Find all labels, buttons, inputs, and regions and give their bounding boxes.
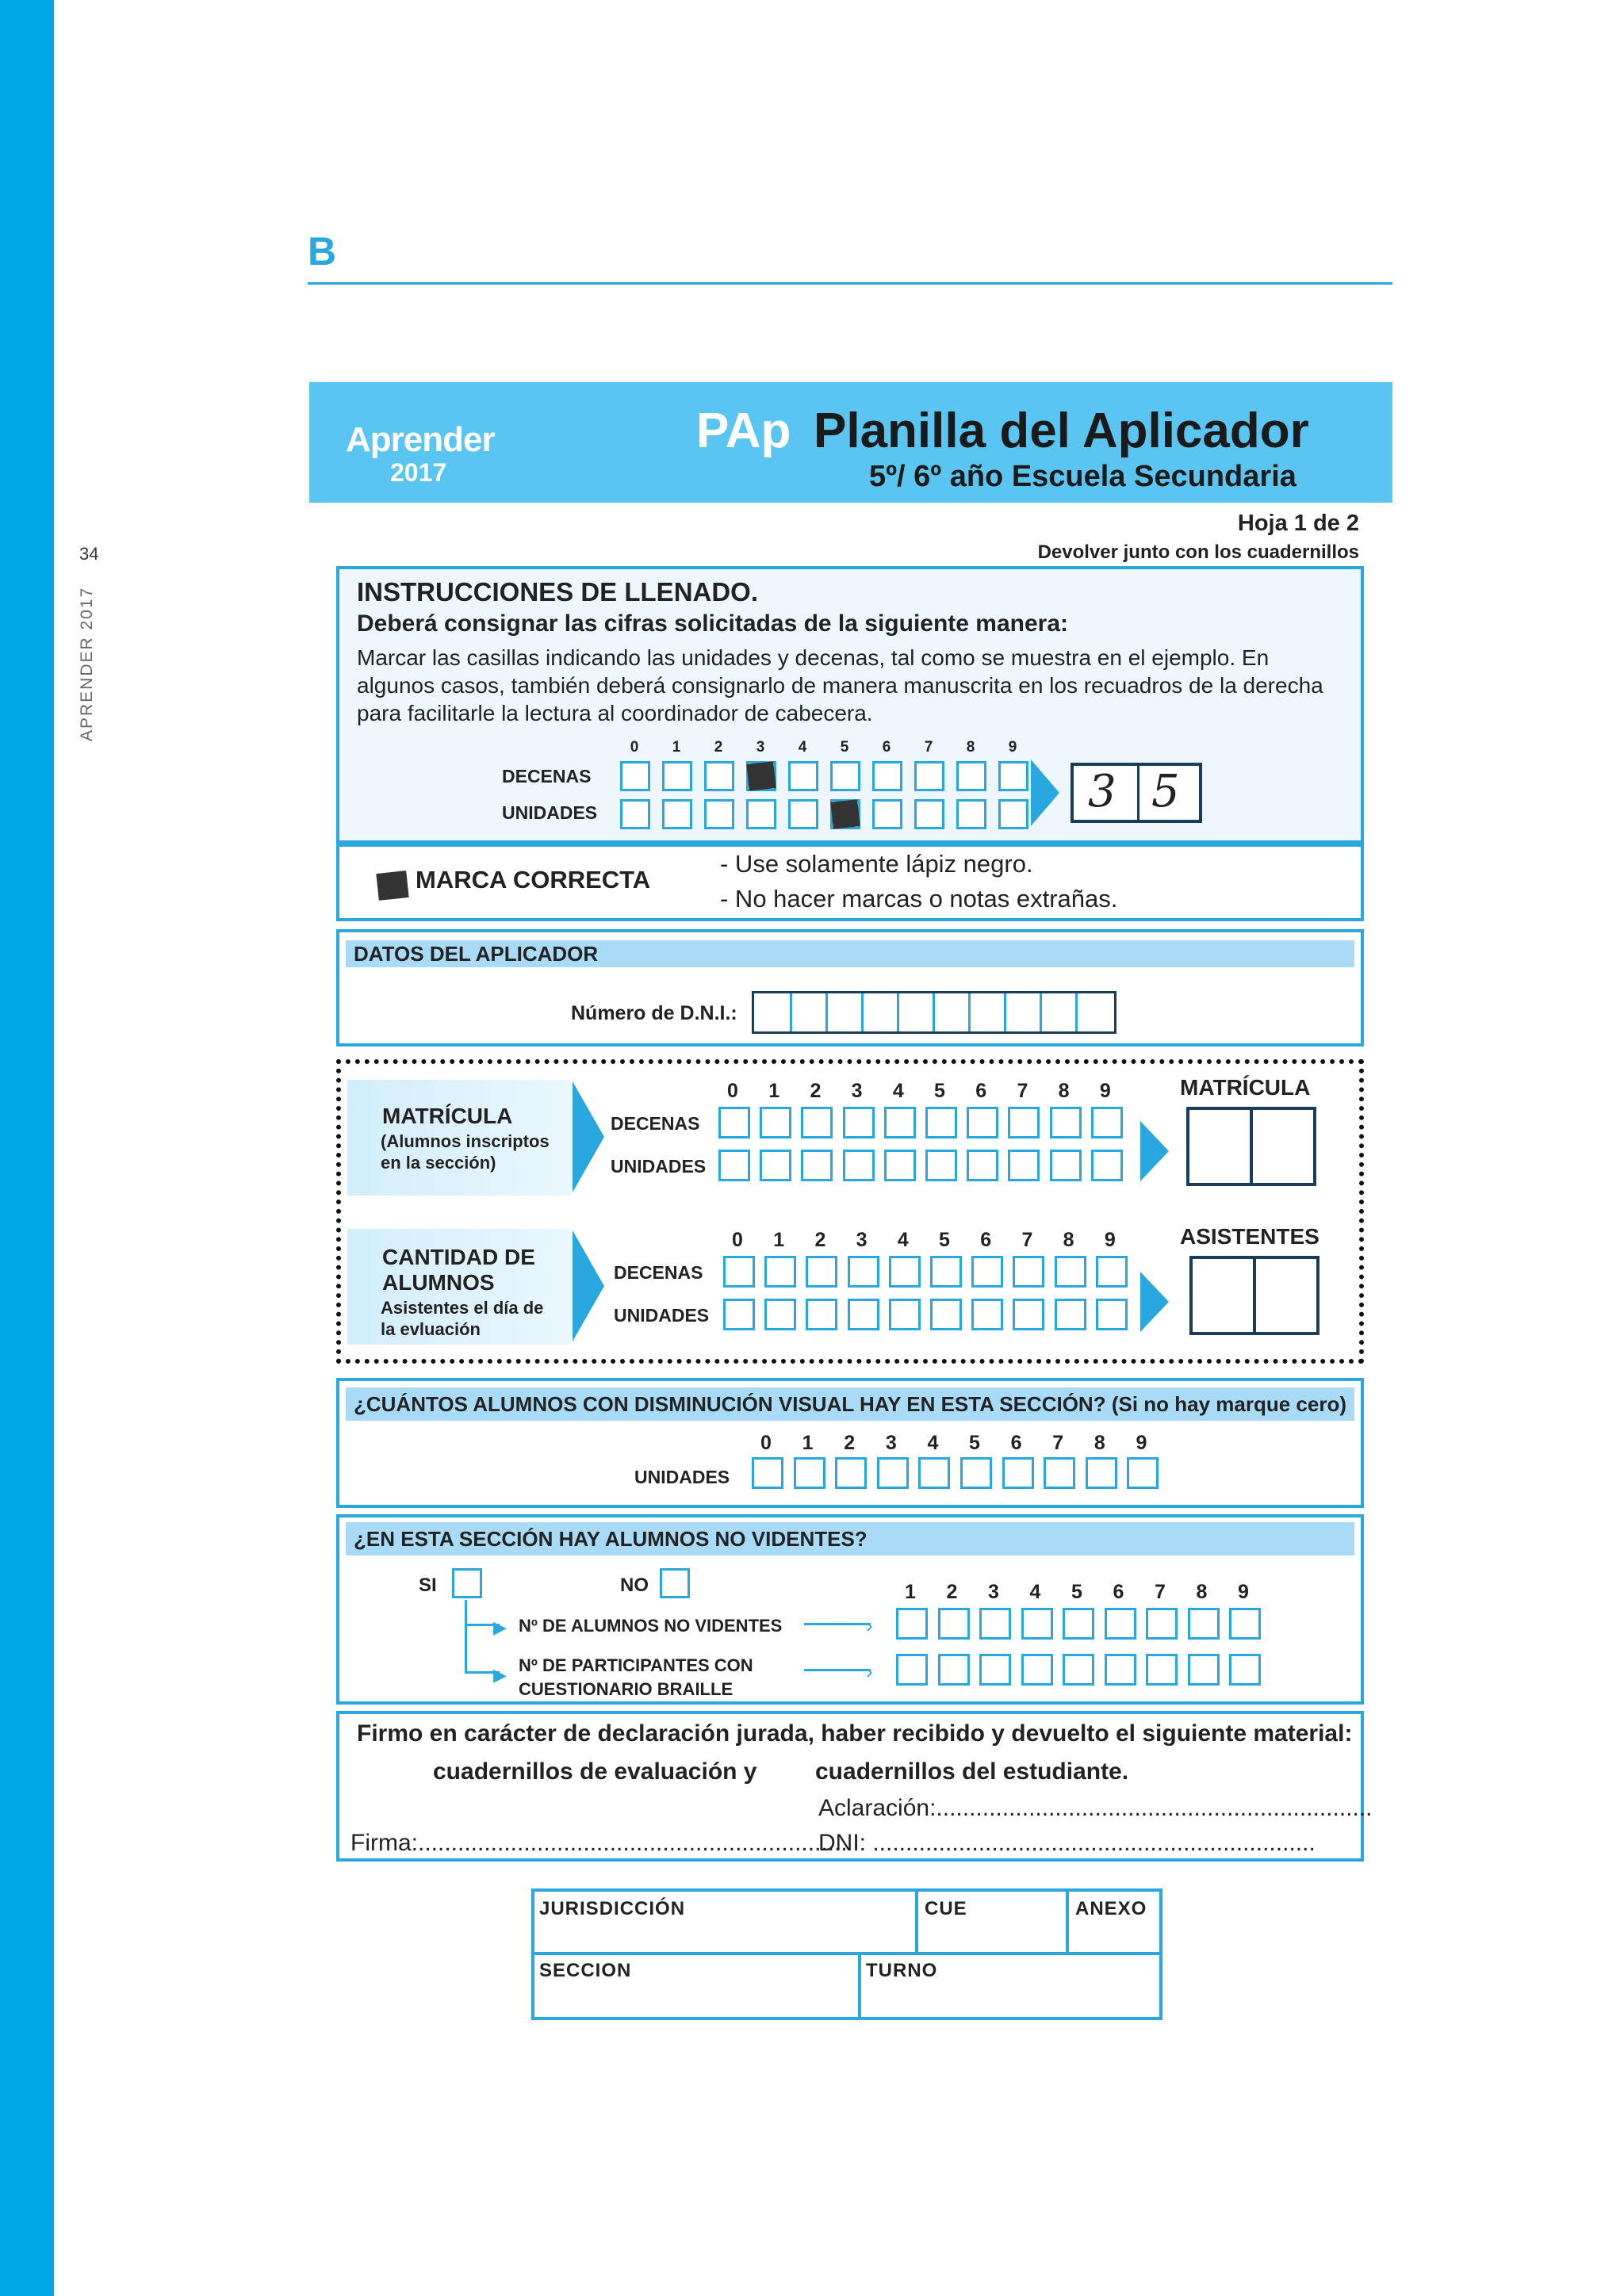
booklets-student-text: cuadernillos del estudiante. [815, 1758, 1129, 1785]
dni-cell-divider [933, 993, 935, 1031]
school-data-table [531, 1888, 1162, 2020]
example-unidades-box [872, 799, 902, 829]
cantidad-decenas-box[interactable] [930, 1256, 962, 1288]
example-decenas-box [662, 761, 692, 791]
example-mark [746, 761, 776, 790]
cantidad-unidades-box[interactable] [1013, 1299, 1044, 1330]
example-unidades-box [914, 799, 944, 829]
blind-heading: ¿EN ESTA SECCIÓN HAY ALUMNOS NO VIDENTES? [346, 1522, 1354, 1556]
asistentes-right-label: ASISTENTES [1180, 1224, 1320, 1249]
matricula-digit-label: 4 [892, 1080, 904, 1102]
matricula-digit-label: 0 [727, 1080, 738, 1102]
asistentes-write-box[interactable] [1189, 1256, 1320, 1335]
dni-line[interactable]: DNI: ................................................................... [818, 1830, 1316, 1856]
example-decenas-box [704, 761, 734, 791]
row2-arrow-line [804, 1669, 871, 1671]
declaration-text: Firmo en carácter de declaración jurada, haber recibido y devuelto el siguiente material: [357, 1720, 1353, 1747]
example-decenas-box [914, 761, 944, 791]
example-digit-label: 3 [756, 739, 765, 756]
visual-digit-label: 2 [844, 1432, 856, 1454]
brand-year: 2017 [390, 458, 447, 487]
example-digit-label: 4 [798, 739, 807, 756]
row1-arrow-head: › [866, 1613, 873, 1637]
matricula-decenas-box[interactable] [801, 1107, 833, 1138]
form-title: Planilla del Aplicador [814, 404, 1309, 458]
cantidad-unidades-box[interactable] [806, 1299, 837, 1330]
no-checkbox[interactable] [660, 1568, 690, 1598]
branch-arrow-2: ▶ [493, 1665, 507, 1685]
matricula-desc: (Alumnos inscriptos en la sección) [381, 1131, 550, 1173]
dni-cell-divider [825, 993, 828, 1031]
example-unidades-box [662, 799, 692, 829]
matricula-unidades-box[interactable] [718, 1150, 750, 1181]
matricula-unidades-box[interactable] [1008, 1150, 1040, 1181]
handwritten-units: 5 [1151, 766, 1180, 817]
braille-count-box[interactable] [1188, 1654, 1220, 1686]
visual-digit-label: 1 [802, 1432, 814, 1454]
cantidad-arrow [573, 1230, 604, 1341]
matricula-digit-label: 8 [1058, 1080, 1070, 1102]
matricula-unidades-box[interactable] [801, 1150, 833, 1181]
handwritten-tens: 3 [1088, 766, 1116, 817]
matricula-unidades-box[interactable] [884, 1150, 916, 1181]
dni-cell-divider [968, 993, 971, 1031]
form-code: PAp [696, 404, 791, 458]
blind-digit-label: 9 [1238, 1581, 1249, 1603]
brand-logo: Aprender [346, 420, 495, 459]
visual-decenas-box[interactable] [1044, 1457, 1075, 1489]
enrollment-section [336, 1059, 1364, 1364]
dni-label: Número de D.N.I.: [571, 1002, 737, 1024]
matricula-decenas-box[interactable] [843, 1107, 875, 1138]
cantidad-title: CANTIDAD DE ALUMNOS [382, 1245, 535, 1295]
matricula-decenas-box[interactable] [1008, 1107, 1040, 1138]
cantidad-unidades-box[interactable] [1055, 1299, 1086, 1330]
page-number: 34 [79, 544, 99, 564]
blind-digit-label: 4 [1029, 1581, 1041, 1603]
blind-digit-label: 2 [946, 1581, 958, 1603]
no-label: NO [620, 1575, 649, 1596]
matricula-unidades-box[interactable] [967, 1150, 998, 1181]
title-banner [309, 382, 1392, 503]
cue-cell[interactable]: CUE [925, 1898, 967, 1919]
cantidad-digit-label: 7 [1021, 1229, 1033, 1251]
anexo-cell[interactable]: ANEXO [1075, 1898, 1147, 1919]
blind-count-label: Nº DE ALUMNOS NO VIDENTES [519, 1616, 783, 1636]
matricula-decenas-box[interactable] [925, 1107, 957, 1138]
instructions-text: Marcar las casillas indicando las unidades y decenas, tal como se muestra en el ejemplo. En algunos casos, también deberá consignarlo de manera manuscrita en los recuadros de la derecha para facilitarle la lectura al coordinador de cabecera. [357, 645, 1323, 725]
visual-digit-label: 0 [760, 1432, 772, 1454]
example-unidades-label: UNIDADES [502, 802, 598, 823]
sheet-number: Hoja 1 de 2 [1237, 511, 1359, 536]
visual-digit-label: 4 [927, 1432, 939, 1454]
instructions-subheading: Deberá consignar las cifras solicitadas de la siguiente manera: [357, 610, 1069, 637]
cantidad-decenas-box[interactable] [806, 1256, 837, 1288]
cantidad-decenas-box[interactable] [848, 1256, 879, 1288]
dni-cell-divider [790, 993, 792, 1031]
cantidad-unidades-box[interactable] [889, 1299, 921, 1330]
matricula-right-arrow [1140, 1121, 1169, 1181]
blind-count-box[interactable] [1063, 1608, 1094, 1640]
visual-digit-label: 9 [1136, 1432, 1147, 1454]
blind-digit-label: 6 [1113, 1581, 1124, 1603]
example-unidades-box [788, 799, 818, 829]
braille-count-box[interactable] [979, 1654, 1011, 1686]
matricula-arrow [573, 1081, 604, 1192]
matricula-digit-label: 3 [851, 1080, 863, 1102]
blind-count-box[interactable] [1229, 1608, 1261, 1640]
matricula-decenas-box[interactable] [1091, 1107, 1123, 1138]
cantidad-unidades-box[interactable] [848, 1299, 879, 1330]
cantidad-digit-label: 6 [980, 1229, 992, 1251]
visual-decenas-box[interactable] [835, 1457, 867, 1489]
si-label: SI [419, 1575, 437, 1596]
seccion-cell[interactable]: SECCION [539, 1960, 632, 1981]
blind-count-box[interactable] [896, 1608, 928, 1640]
example-digit-label: 5 [840, 739, 849, 756]
cantidad-digit-label: 4 [897, 1229, 909, 1251]
example-digit-label: 2 [714, 739, 723, 756]
blind-panel [336, 1514, 1364, 1705]
example-decenas-box [620, 761, 650, 791]
booklets-eval-text: cuadernillos de evaluación y [433, 1758, 757, 1785]
visual-decenas-box[interactable] [1127, 1457, 1159, 1489]
example-unidades-box [956, 799, 986, 829]
rule-pencil: - Use solamente lápiz negro. [720, 850, 1033, 878]
matricula-digit-label: 1 [768, 1080, 780, 1102]
visual-decenas-box[interactable] [1086, 1457, 1117, 1489]
visual-digit-label: 8 [1094, 1432, 1105, 1454]
rule-no-marks: - No hacer marcas o notas extrañas. [720, 885, 1118, 913]
signature-panel [336, 1711, 1373, 1862]
matricula-digit-label: 9 [1099, 1080, 1111, 1102]
sidebar-stripe [0, 0, 54, 2296]
row2-arrow-head: › [866, 1659, 873, 1683]
matricula-decenas-box[interactable] [1050, 1107, 1082, 1138]
matricula-decenas-box[interactable] [760, 1107, 791, 1138]
cantidad-digit-label: 2 [814, 1229, 826, 1251]
applicator-panel [336, 929, 1364, 1047]
visual-decenas-box[interactable] [918, 1457, 950, 1489]
matricula-info [347, 1080, 571, 1196]
braille-label-2: CUESTIONARIO BRAILLE [519, 1679, 733, 1699]
matricula-unidades-box[interactable] [760, 1150, 791, 1181]
branch-arrow-1: ▶ [493, 1617, 507, 1637]
matricula-unidades-box[interactable] [1050, 1150, 1082, 1181]
blind-digit-label: 8 [1196, 1581, 1208, 1603]
cantidad-digit-label: 9 [1104, 1229, 1116, 1251]
braille-count-box[interactable] [938, 1654, 970, 1686]
blind-digit-label: 5 [1071, 1581, 1082, 1603]
example-mark [830, 799, 860, 828]
visual-digit-label: 3 [885, 1432, 897, 1454]
example-decenas-box [830, 761, 860, 791]
handwritten-box [1071, 763, 1202, 823]
braille-count-box[interactable] [1229, 1654, 1261, 1686]
correct-mark-panel [336, 844, 1364, 921]
matricula-decenas-box[interactable] [718, 1107, 750, 1138]
jurisdiccion-cell[interactable]: JURISDICCIÓN [539, 1898, 686, 1919]
blind-count-box[interactable] [979, 1608, 1011, 1640]
instructions-heading: INSTRUCCIONES DE LLENADO. [357, 577, 759, 607]
cantidad-decenas-box[interactable] [723, 1256, 755, 1288]
dni-cell-divider [1004, 993, 1006, 1031]
form-subtitle: 5º/ 6º año Escuela Secundaria [869, 460, 1297, 493]
cantidad-digit-label: 0 [732, 1229, 743, 1251]
visual-digit-label: 5 [969, 1432, 980, 1454]
blind-count-box[interactable] [1188, 1608, 1220, 1640]
example-decenas-label: DECENAS [502, 766, 592, 786]
branch-line [465, 1600, 467, 1673]
example-digit-label: 0 [630, 739, 639, 756]
example-digit-label: 9 [1008, 739, 1017, 756]
asistentes-right-arrow [1140, 1272, 1169, 1332]
cantidad-info [347, 1229, 571, 1345]
matricula-title: MATRÍCULA [382, 1104, 513, 1128]
cantidad-unidades-box[interactable] [764, 1299, 796, 1330]
cantidad-decenas-box[interactable] [1013, 1256, 1044, 1288]
firma-line[interactable]: Firma:................................................................. [350, 1830, 848, 1856]
matricula-digit-label: 2 [810, 1080, 822, 1102]
blind-digit-label: 7 [1155, 1581, 1166, 1603]
correct-mark-sample [376, 871, 408, 901]
example-arrow [1031, 760, 1059, 826]
dni-cell-divider [897, 993, 899, 1031]
cantidad-unidades-box[interactable] [930, 1299, 962, 1330]
matricula-digit-label: 6 [975, 1080, 987, 1102]
example-digit-label: 8 [966, 739, 975, 756]
return-note: Devolver junto con los cuadernillos [1037, 541, 1359, 563]
blind-count-box[interactable] [1105, 1608, 1136, 1640]
cantidad-unidades-label: UNIDADES [614, 1305, 710, 1326]
matricula-decenas-label: DECENAS [611, 1113, 700, 1134]
visual-decenas-box[interactable] [877, 1457, 909, 1489]
matricula-digit-label: 7 [1017, 1080, 1028, 1102]
matricula-decenas-box[interactable] [884, 1107, 916, 1138]
cantidad-unidades-box[interactable] [971, 1299, 1003, 1330]
matricula-digit-label: 5 [934, 1080, 945, 1102]
cantidad-unidades-box[interactable] [723, 1299, 755, 1330]
cantidad-decenas-box[interactable] [1096, 1256, 1128, 1288]
visual-decenas-box[interactable] [1002, 1457, 1034, 1489]
example-unidades-box [998, 799, 1028, 829]
braille-count-box[interactable] [1146, 1654, 1178, 1686]
cantidad-unidades-box[interactable] [1096, 1299, 1128, 1330]
cantidad-decenas-label: DECENAS [614, 1262, 703, 1283]
blind-count-box[interactable] [1146, 1608, 1178, 1640]
example-unidades-box [746, 799, 776, 829]
turno-cell[interactable]: TURNO [866, 1960, 938, 1981]
cantidad-digit-label: 8 [1063, 1229, 1074, 1251]
blind-count-box[interactable] [1021, 1608, 1053, 1640]
visual-digit-label: 7 [1052, 1432, 1064, 1454]
correct-mark-label: MARCA CORRECTA [416, 866, 651, 894]
braille-count-box[interactable] [896, 1654, 928, 1686]
visual-decenas-box[interactable] [752, 1457, 783, 1489]
blind-count-box[interactable] [938, 1608, 970, 1640]
braille-count-box[interactable] [1021, 1654, 1053, 1686]
cantidad-decenas-box[interactable] [764, 1256, 796, 1288]
example-digit-label: 6 [882, 739, 891, 756]
matricula-decenas-box[interactable] [967, 1107, 998, 1138]
matricula-unidades-box[interactable] [1091, 1150, 1123, 1181]
matricula-unidades-box[interactable] [925, 1150, 957, 1181]
dni-cell-divider [1075, 993, 1078, 1031]
example-decenas-box [872, 761, 902, 791]
visual-digit-label: 6 [1010, 1432, 1022, 1454]
matricula-unidades-label: UNIDADES [611, 1156, 707, 1177]
example-unidades-box [620, 799, 650, 829]
cantidad-digit-label: 5 [939, 1229, 950, 1251]
cantidad-decenas-box[interactable] [889, 1256, 921, 1288]
dni-cell-divider [861, 993, 864, 1031]
example-digit-label: 7 [924, 739, 933, 756]
blind-digit-label: 3 [988, 1581, 999, 1603]
matricula-unidades-box[interactable] [843, 1150, 875, 1181]
cantidad-decenas-box[interactable] [971, 1256, 1003, 1288]
visual-unidades-label: UNIDADES [634, 1467, 730, 1487]
example-decenas-box [788, 761, 818, 791]
applicator-heading: DATOS DEL APLICADOR [346, 940, 1354, 967]
cantidad-desc: Asistentes el día de la evluación [381, 1298, 544, 1339]
matricula-write-box[interactable] [1186, 1107, 1316, 1186]
braille-count-box[interactable] [1063, 1654, 1094, 1686]
braille-count-box[interactable] [1105, 1654, 1136, 1686]
blind-digit-label: 1 [905, 1581, 916, 1603]
example-decenas-box [998, 761, 1028, 791]
visual-panel [336, 1378, 1364, 1508]
dni-input[interactable] [752, 991, 1116, 1034]
cantidad-decenas-box[interactable] [1055, 1256, 1086, 1288]
example-unidades-box [704, 799, 734, 829]
visual-decenas-box[interactable] [794, 1457, 825, 1489]
visual-decenas-box[interactable] [960, 1457, 992, 1489]
si-checkbox[interactable] [452, 1568, 482, 1598]
vertical-title: APRENDER 2017 [78, 586, 96, 741]
matricula-right-label: MATRÍCULA [1180, 1075, 1311, 1100]
visual-heading: ¿CUÁNTOS ALUMNOS CON DISMINUCIÓN VISUAL HAY EN ESTA SECCIÓN? (Si no hay marque cero) [346, 1387, 1354, 1421]
row1-arrow-line [804, 1623, 871, 1625]
header-rule [308, 282, 1392, 285]
braille-label-1: Nº DE PARTICIPANTES CON [519, 1655, 753, 1675]
cantidad-digit-label: 1 [773, 1229, 785, 1251]
aclaracion-line[interactable]: Aclaración:.................................................................. [818, 1795, 1373, 1821]
cantidad-digit-label: 3 [856, 1229, 868, 1251]
example-digit-label: 1 [672, 739, 681, 756]
example-decenas-box [956, 761, 986, 791]
dni-cell-divider [1040, 993, 1042, 1031]
instructions-panel [336, 566, 1364, 844]
booklet-letter: B [308, 229, 337, 274]
